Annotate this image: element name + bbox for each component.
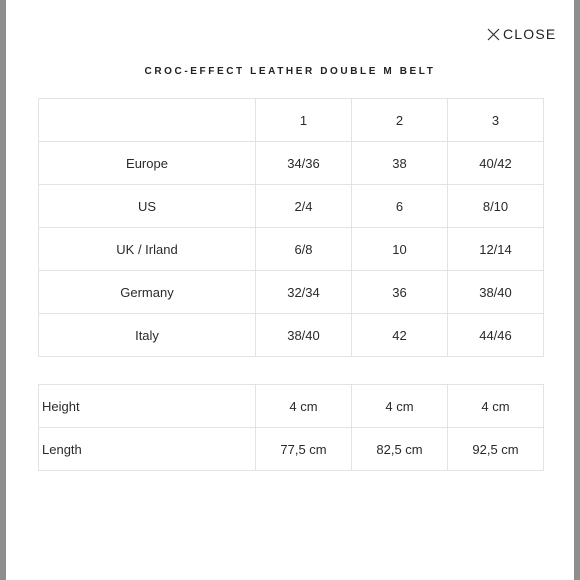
row-label: Germany (38, 270, 255, 313)
table-cell: 12/14 (447, 227, 544, 270)
table-row (38, 384, 544, 427)
table-cell: 6 (351, 184, 447, 227)
row-label: Italy (38, 313, 255, 357)
row-label: Length (38, 427, 255, 471)
table-row (38, 141, 544, 184)
close-icon (487, 28, 500, 41)
table-header-row (38, 98, 544, 141)
table-cell: 38/40 (447, 270, 544, 313)
table-header-cell: 1 (255, 98, 351, 141)
table-cell: 77,5 cm (255, 427, 351, 471)
table-cell: 92,5 cm (447, 427, 544, 471)
table-cell: 38/40 (255, 313, 351, 357)
measurements-table (38, 384, 544, 471)
table-header-cell: 3 (447, 98, 544, 141)
table-cell: 38 (351, 141, 447, 184)
table-row (38, 184, 544, 227)
table-row (38, 427, 544, 471)
row-label: UK / Irland (38, 227, 255, 270)
table-header-cell: 2 (351, 98, 447, 141)
table-cell: 82,5 cm (351, 427, 447, 471)
table-cell: 40/42 (447, 141, 544, 184)
table-cell: 44/46 (447, 313, 544, 357)
table-cell: 32/34 (255, 270, 351, 313)
table-row (38, 270, 544, 313)
close-button[interactable] (487, 26, 556, 42)
table-cell: 4 cm (351, 384, 447, 427)
table-cell: 8/10 (447, 184, 544, 227)
page-title: CROC-EFFECT LEATHER DOUBLE M BELT (144, 66, 436, 77)
table-row (38, 227, 544, 270)
close-label: CLOSE (503, 26, 557, 42)
table-cell: 6/8 (255, 227, 351, 270)
row-label: Europe (38, 141, 255, 184)
table-row (38, 313, 544, 357)
row-label: US (38, 184, 255, 227)
table-cell: 4 cm (255, 384, 351, 427)
table-cell: 42 (351, 313, 447, 357)
table-cell: 4 cm (447, 384, 544, 427)
row-label: Height (38, 384, 255, 427)
table-cell: 36 (351, 270, 447, 313)
table-cell: 2/4 (255, 184, 351, 227)
table-header-cell (38, 98, 255, 141)
table-cell: 10 (351, 227, 447, 270)
table-cell: 34/36 (255, 141, 351, 184)
size-conversion-table (38, 98, 544, 357)
size-guide-panel (6, 0, 574, 580)
